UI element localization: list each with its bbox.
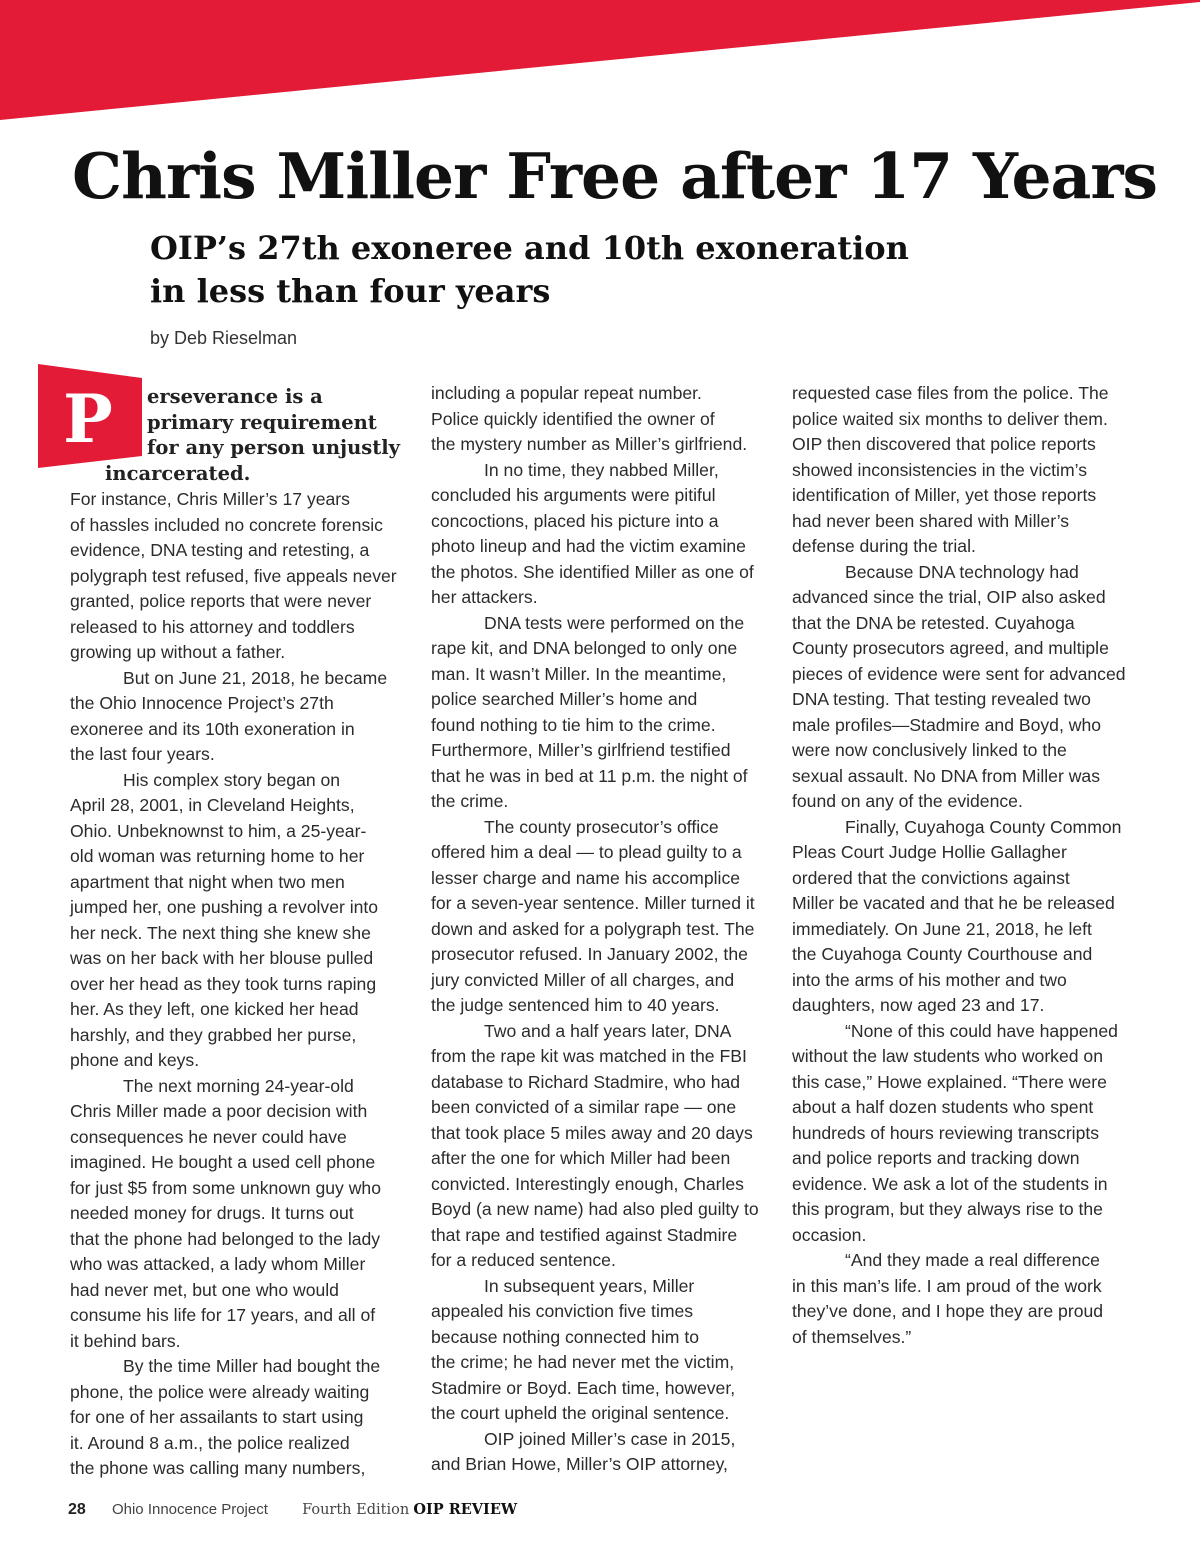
body-line: found on any of the evidence. [792,791,1023,811]
body-line: For instance, Chris Miller’s 17 years [70,489,350,509]
body-line: ordered that the convictions against [792,867,1070,888]
body-line: appealed his conviction five times [431,1301,694,1321]
body-line: released to his attorney and toddlers [70,616,355,637]
body-line: “None of this could have happened [845,1020,1118,1041]
body-line: it behind bars. [70,1330,181,1351]
body-line: Chris Miller made a poor decision with [70,1101,368,1121]
body-line: showed inconsistencies in the victim’s [792,459,1087,480]
body-line: advanced since the trial, OIP also asked [792,587,1106,607]
body-line: photo lineup and had the victim examine [431,536,746,556]
body-line: harshly, and they grabbed her purse, [70,1024,357,1045]
body-line: had never met, but one who would [70,1279,339,1300]
body-line: her. As they left, one kicked her head [70,999,359,1019]
body-column-3 [792,381,1137,1350]
body-line: jumped her, one pushing a revolver into [70,897,379,917]
body-line: it. Around 8 a.m., the police realized [70,1432,350,1453]
body-line: daughters, now aged 23 and 17. [792,995,1045,1015]
body-line: In subsequent years, Miller [484,1275,695,1296]
body-line: In no time, they nabbed Miller, [484,459,719,480]
body-line: consequences he never could have [70,1126,347,1147]
article-subtitle [150,227,910,313]
body-line: that the DNA be retested. Cuyahoga [792,612,1075,633]
body-line: pieces of evidence were sent for advanced [792,663,1126,684]
page-footer [68,1497,517,1523]
body-line: granted, police reports that were never [70,591,372,611]
body-line: from the rape kit was matched in the FBI [431,1046,747,1066]
body-line: found nothing to tie him to the crime. [431,714,716,735]
body-line: requested case files from the police. The [792,383,1109,403]
body-line: Furthermore, Miller’s girlfriend testified [431,740,731,760]
lead-line: erseverance is a [147,385,323,408]
body-line: prosecutor refused. In January 2002, the [431,944,748,964]
body-line: the phone was calling many numbers, [70,1458,366,1478]
body-line: sexual assault. No DNA from Miller was [792,765,1100,786]
body-line: that took place 5 miles away and 20 days [431,1122,753,1143]
footer-edition: Fourth Edition [302,1502,410,1518]
body-line: His complex story began on [123,769,341,790]
lead-line: for any person unjustly [147,436,400,459]
body-line: the photos. She identified Miller as one of [431,561,754,582]
body-line: apartment that night when two men [70,871,345,892]
body-line: about a half dozen students who spent [792,1097,1094,1117]
body-line: the court upheld the original sentence. [431,1403,730,1423]
body-line: polygraph test refused, five appeals never [70,565,397,586]
body-line: this case,” Howe explained. “There were [792,1071,1107,1092]
body-line: police waited six months to deliver them. [792,408,1108,429]
body-line: Police quickly identified the owner of [431,408,715,429]
subtitle-line: OIP’s 27th exoneree and 10th exoneration [150,229,909,267]
body-line: growing up without a father. [70,642,286,662]
body-line: her neck. The next thing she knew she [70,922,371,943]
body-line: hundreds of hours reviewing transcripts [792,1122,1100,1143]
lead-line: primary requirement [147,410,377,434]
lead-line: incarcerated. [105,461,251,485]
body-line: exoneree and its 10th exoneration in [70,718,355,739]
body-line: defense during the trial. [792,536,976,556]
article-title: Chris Miller Free after 17 Years [72,139,1158,213]
body-line: for one of her assailants to start using [70,1407,364,1427]
body-line: Because DNA technology had [845,561,1079,582]
body-line: had never been shared with Miller’s [792,510,1070,531]
body-line: after the one for which Miller had been [431,1148,731,1168]
body-line: the Ohio Innocence Project’s 27th [70,693,334,713]
body-line: DNA tests were performed on the [484,612,745,633]
body-line: needed money for drugs. It turns out [70,1203,354,1223]
body-line: that rape and testified against Stadmire [431,1224,738,1245]
body-line: male profiles—Stadmire and Boyd, who [792,714,1102,735]
lead-paragraph [70,384,410,486]
body-line: into the arms of his mother and two [792,969,1067,990]
body-line: in this man’s life. I am proud of the work [792,1275,1102,1296]
footer-organization: Ohio Innocence Project [111,1501,268,1518]
body-line: DNA testing. That testing revealed two [792,689,1091,709]
body-line: Finally, Cuyahoga County Common [845,816,1122,837]
body-line: including a popular repeat number. [431,383,702,403]
body-line: who was attacked, a lady whom Miller [70,1254,366,1274]
body-line: Boyd (a new name) had also pled guilty to [431,1199,759,1219]
body-line: Two and a half years later, DNA [484,1020,732,1041]
body-line: OIP joined Miller’s case in 2015, [484,1428,736,1449]
body-line: occasion. [792,1224,867,1245]
subtitle-line: in less than four years [150,272,551,310]
body-line: April 28, 2001, in Cleveland Heights, [70,795,355,815]
body-line: of themselves.” [792,1326,912,1347]
body-line: But on June 21, 2018, he became [123,667,388,688]
body-line: the last four years. [70,744,215,764]
body-line: for just $5 from some unknown guy who [70,1177,381,1198]
body-line: database to Richard Stadmire, who had [431,1071,741,1092]
body-line: lesser charge and name his accomplice [431,867,741,888]
body-line: offered him a deal — to plead guilty to a [431,842,742,862]
body-line: the judge sentenced him to 40 years. [431,995,720,1015]
body-line: the crime; he had never met the victim, [431,1352,735,1372]
body-line: been convicted of a similar rape — one [431,1097,737,1117]
body-line: Stadmire or Boyd. Each time, however, [431,1377,736,1398]
body-line: convicted. Interestingly enough, Charles [431,1173,744,1194]
body-line: they’ve done, and I hope they are proud [792,1301,1104,1321]
body-line: identification of Miller, yet those reports [792,485,1097,505]
body-line: By the time Miller had bought the [123,1356,381,1376]
body-line: imagined. He bought a used cell phone [70,1152,376,1172]
body-line: her attackers. [431,587,538,607]
body-line: phone, the police were already waiting [70,1381,370,1402]
body-line: without the law students who worked on [792,1046,1104,1066]
body-line: and police reports and tracking down [792,1148,1080,1168]
body-line: that he was in bed at 11 p.m. the night of [431,765,748,786]
body-line: old woman was returning home to her [70,846,365,866]
body-line: the mystery number as Miller’s girlfriend. [431,434,748,454]
drop-cap-letter: P [63,380,113,458]
body-column-2 [431,381,771,1478]
body-line: this program, but they always rise to the [792,1199,1103,1219]
body-column-1 [70,487,410,1482]
body-line: Ohio. Unbeknownst to him, a 25-year- [70,820,367,841]
body-line: were now conclusively linked to the [792,740,1067,760]
body-line: “And they made a real difference [845,1250,1100,1270]
body-line: evidence, DNA testing and retesting, a [70,540,370,560]
red-banner [0,0,1200,125]
footer-publication: OIP REVIEW [413,1501,518,1518]
page-number: 28 [68,1501,86,1518]
body-line: down and asked for a polygraph test. The [431,918,755,939]
body-line: the Cuyahoga County Courthouse and [792,944,1093,964]
body-line: and Brian Howe, Miller’s OIP attorney, [431,1454,728,1474]
body-line: police searched Miller’s home and [431,689,698,709]
body-line: jury convicted Miller of all charges, and [431,969,735,990]
body-line: that the phone had belonged to the lady [70,1228,381,1249]
body-line: was on her back with her blouse pulled [70,948,374,968]
body-line: of hassles included no concrete forensic [70,514,383,535]
byline: by Deb Rieselman [150,328,298,348]
body-line: man. It wasn’t Miller. In the meantime, [431,663,727,684]
body-line: over her head as they took turns raping [70,973,377,994]
body-line: Pleas Court Judge Hollie Gallagher [792,842,1067,862]
body-line: immediately. On June 21, 2018, he left [792,918,1092,939]
body-line: for a reduced sentence. [431,1250,616,1270]
body-line: The next morning 24-year-old [123,1075,354,1096]
body-line: for a seven-year sentence. Miller turned it [431,893,755,913]
body-line: phone and keys. [70,1050,200,1070]
body-line: because nothing connected him to [431,1326,700,1347]
body-line: The county prosecutor’s office [484,816,719,837]
body-line: concluded his arguments were pitiful [431,485,716,505]
body-line: rape kit, and DNA belonged to only one [431,638,738,658]
body-line: the crime. [431,791,509,811]
body-line: OIP then discovered that police reports [792,434,1096,454]
body-line: evidence. We ask a lot of the students in [792,1173,1108,1194]
body-line: consume his life for 17 years, and all of [70,1305,376,1325]
body-line: concoctions, placed his picture into a [431,510,719,531]
body-line: County prosecutors agreed, and multiple [792,638,1109,658]
body-line: Miller be vacated and that he be released [792,893,1115,913]
